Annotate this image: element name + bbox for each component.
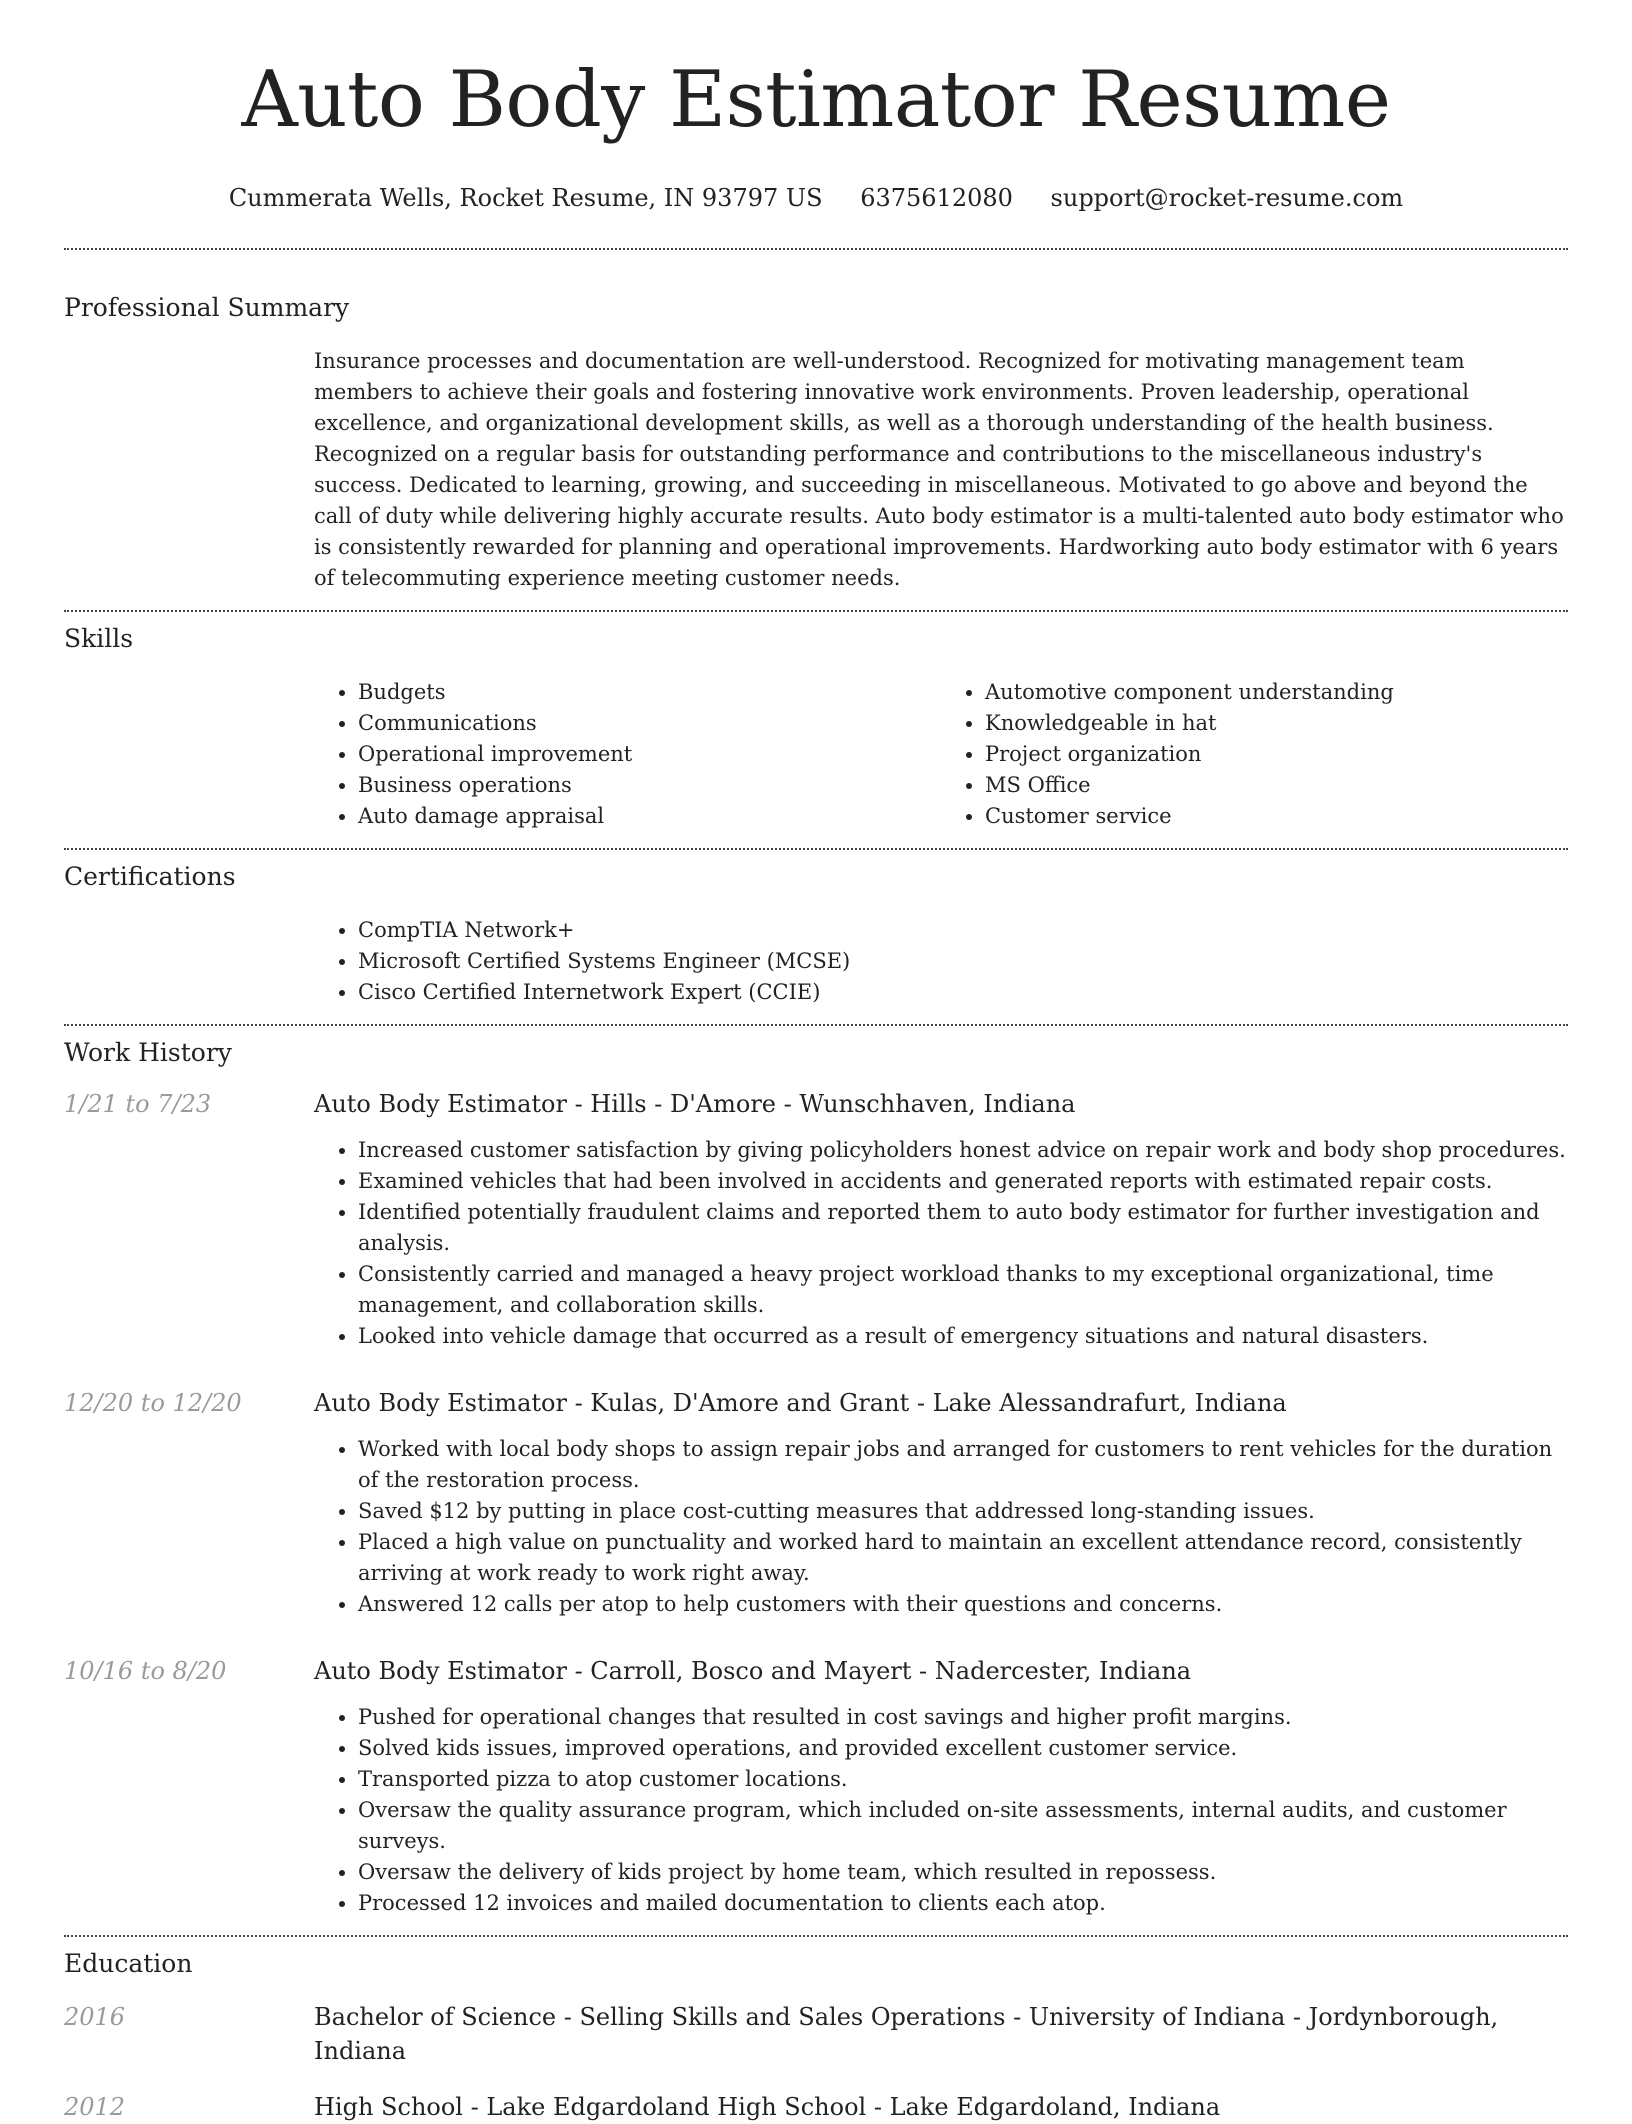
skill-item: • Business operations <box>358 770 941 801</box>
education-degree: Bachelor of Science - Selling Skills and Sales Operations <box>314 2003 1006 2031</box>
summary-text: Insurance processes and documentation are well-understood. Recognized for motivating management team members to achieve their goals and fostering innovative work environments. Proven leadership, operational excellence, and organizational development skills, as well as a thorough understanding of the health business. Recognized on a regular basis for outstanding performance and contributions to the miscellaneous industry's success. Dedicated to learning, growing, and succeeding in miscellaneous. Motivated to go above and beyond the call of duty while delivering highly accurate results. Auto body estimator is a multi-talented auto body estimator who is consistently rewarded for planning and operational improvements. Hardworking auto body estimator with 6 years of telecommuting experience meeting customer needs. <box>314 349 1564 590</box>
job-bullet: • Worked with local body shops to assign repair jobs and arranged for customers to rent vehicles for the duration of the restoration process. <box>358 1434 1568 1496</box>
divider <box>64 1024 1568 1026</box>
job-entry <box>64 1654 1568 1919</box>
job-bullet: • Solved kids issues, improved operations, and provided excellent customer service. <box>358 1733 1568 1764</box>
certifications-body <box>314 915 1568 1008</box>
job-bullet: • Answered 12 calls per atop to help customers with their questions and concerns. <box>358 1589 1568 1620</box>
education-year: 2016 <box>64 2003 126 2031</box>
job-bullet: • Transported pizza to atop customer locations. <box>358 1764 1568 1795</box>
education-entry <box>64 2000 1568 2068</box>
job-bullet: • Increased customer satisfaction by giving policyholders honest advice on repair work and body shop procedures. <box>358 1135 1568 1166</box>
skills-grid <box>314 677 1568 832</box>
job-bullet: • Looked into vehicle damage that occurred as a result of emergency situations and natural disasters. <box>358 1321 1568 1352</box>
skill-item: • Operational improvement <box>358 739 941 770</box>
job-bullet: • Oversaw the delivery of kids project by home team, which resulted in repossess. <box>358 1857 1568 1888</box>
resume-title: Auto Body Estimator Resume <box>241 55 1391 145</box>
job-details <box>314 1386 1568 1620</box>
contact-email: support@rocket-resume.com <box>1050 184 1404 212</box>
job-dates: 1/21 to 7/23 <box>64 1090 212 1118</box>
section-heading-certifications: Certifications <box>64 862 236 891</box>
job-entry <box>64 1386 1568 1620</box>
divider <box>64 848 1568 850</box>
job-bullet: • Identified potentially fraudulent claims and reported them to auto body estimator for further investigation and analysis. <box>358 1197 1568 1259</box>
job-title: Auto Body Estimator - Kulas, D'Amore and Grant - Lake Alessandrafurt, Indiana <box>314 1389 1287 1417</box>
certifications-list <box>314 915 1568 1008</box>
skill-item: • MS Office <box>985 770 1568 801</box>
section-heading-summary: Professional Summary <box>64 293 350 322</box>
education-school: - Lake Edgardoland, Indiana <box>866 2093 1221 2121</box>
divider <box>64 610 1568 612</box>
skill-item: • Project organization <box>985 739 1568 770</box>
section-heading-skills: Skills <box>64 624 134 653</box>
divider <box>64 1935 1568 1937</box>
section-education <box>64 1948 1568 2124</box>
job-dates: 10/16 to 8/20 <box>64 1657 227 1685</box>
skill-item: • Budgets <box>358 677 941 708</box>
section-heading-education: Education <box>64 1949 193 1978</box>
job-bullet: • Consistently carried and managed a heavy project workload thanks to my exceptional organizational, time management, and collaboration skills. <box>358 1259 1568 1321</box>
job-title: Auto Body Estimator - Carroll, Bosco and Mayert - Nadercester, Indiana <box>314 1657 1192 1685</box>
job-bullet: • Placed a high value on punctuality and worked hard to maintain an excellent attendance record, consistently arriving at work ready to work right away. <box>358 1527 1568 1589</box>
section-summary <box>64 292 1568 594</box>
job-bullet: • Oversaw the quality assurance program, which included on-site assessments, internal audits, and customer surveys. <box>358 1795 1568 1857</box>
job-bullet: • Pushed for operational changes that resulted in cost savings and higher profit margins. <box>358 1702 1568 1733</box>
contact-phone: 6375612080 <box>860 184 1013 212</box>
education-details <box>314 2000 1568 2068</box>
education-entry <box>64 2090 1568 2124</box>
job-bullet: • Saved $12 by putting in place cost-cutting measures that addressed long-standing issues. <box>358 1496 1568 1527</box>
skill-item: • Automotive component understanding <box>985 677 1568 708</box>
job-bullets <box>314 1135 1568 1352</box>
job-bullet: • Processed 12 invoices and mailed documentation to clients each atop. <box>358 1888 1568 1919</box>
section-certifications <box>64 861 1568 1008</box>
job-dates: 12/20 to 12/20 <box>64 1389 242 1417</box>
divider <box>64 248 1568 250</box>
skill-item: • Auto damage appraisal <box>358 801 941 832</box>
skills-list-left <box>314 677 941 832</box>
education-degree: High School - Lake Edgardoland High School <box>314 2093 867 2121</box>
skill-item: • Customer service <box>985 801 1568 832</box>
job-entry <box>64 1087 1568 1352</box>
skills-list-right <box>941 677 1568 832</box>
job-bullets <box>314 1702 1568 1919</box>
job-bullets <box>314 1434 1568 1620</box>
skill-item: • Communications <box>358 708 941 739</box>
skill-item: • Knowledgeable in hat <box>985 708 1568 739</box>
education-school: - University of Indiana - Jordynborough, Indiana <box>314 2003 1499 2065</box>
contact-line <box>64 182 1568 214</box>
section-skills <box>64 623 1568 832</box>
job-details <box>314 1087 1568 1352</box>
job-details <box>314 1654 1568 1919</box>
certification-item: • Microsoft Certified Systems Engineer (MCSE) <box>358 946 1568 977</box>
certification-item: • CompTIA Network+ <box>358 915 1568 946</box>
job-title: Auto Body Estimator - Hills - D'Amore - Wunschhaven, Indiana <box>314 1090 1076 1118</box>
education-details <box>314 2090 1568 2124</box>
section-heading-work: Work History <box>64 1038 232 1067</box>
job-bullet: • Examined vehicles that had been involved in accidents and generated reports with estimated repair costs. <box>358 1166 1568 1197</box>
education-year: 2012 <box>64 2093 126 2121</box>
contact-address: Cummerata Wells, Rocket Resume, IN 93797 US <box>228 184 823 212</box>
section-work-history <box>64 1037 1568 1919</box>
certification-item: • Cisco Certified Internetwork Expert (CCIE) <box>358 977 1568 1008</box>
